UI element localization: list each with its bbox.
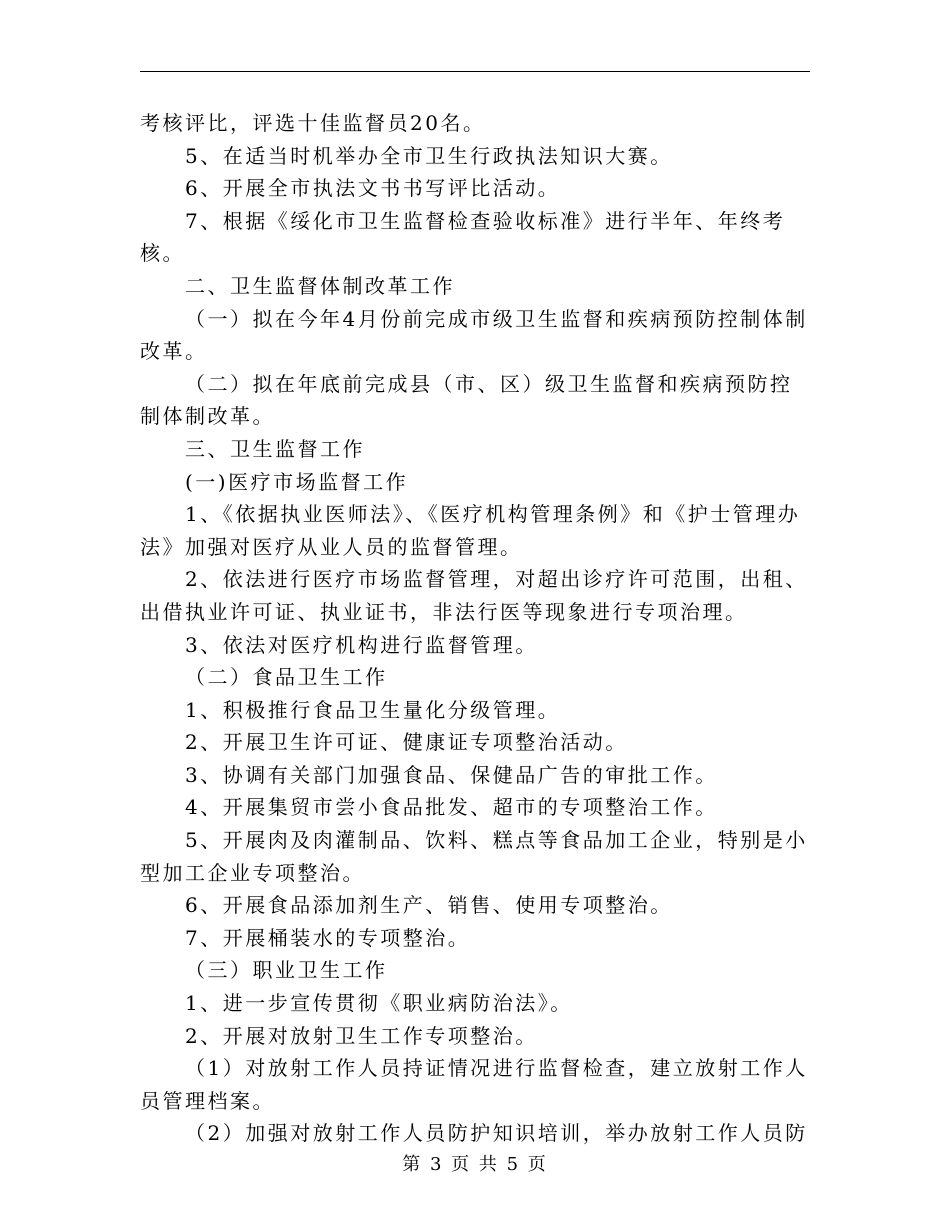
- paragraph: 7、根据《绥化市卫生监督检查验收标准》进行半年、年终考核。: [140, 208, 786, 266]
- paragraph: 3、依法对医疗机构进行监督管理。: [185, 632, 538, 657]
- paragraph: 考核评比，评选十佳监督员20名。: [140, 111, 486, 135]
- header-rule: [140, 71, 810, 72]
- paragraph: 5、开展肉及肉灌制品、饮料、糕点等食品加工企业，特别是小型加工企业专项整治。: [140, 828, 808, 885]
- section-heading: 三、卫生监督工作: [185, 436, 365, 461]
- subsection-heading: （三）职业卫生工作: [185, 958, 388, 983]
- paragraph: （2）加强对放射工作人员防护知识培训，举办放射工作人员防: [185, 1121, 808, 1146]
- paragraph: 2、依法进行医疗市场监督管理，对超出诊疗许可范围，出租、出借执业许可证、执业证书，非法行医等现象进行专项治理。: [140, 567, 808, 624]
- paragraph: 2、开展卫生许可证、健康证专项整治活动。: [185, 730, 628, 755]
- paragraph: 1、进一步宣传贯彻《职业病防治法》。: [185, 991, 573, 1016]
- paragraph: 1、《依据执业医师法》、《医疗机构管理条例》和《护士管理办法》加强对医疗从业人员的监督管理。: [140, 502, 801, 559]
- paragraph: 7、开展桶装水的专项整治。: [185, 925, 471, 950]
- paragraph: 3、协调有关部门加强食品、保健品广告的审批工作。: [185, 762, 718, 787]
- paragraph: 5、在适当时机举办全市卫生行政执法知识大赛。: [185, 143, 673, 168]
- section-heading: 二、卫生监督体制改革工作: [185, 273, 455, 298]
- paragraph: 6、开展全市执法文书书写评比活动。: [185, 176, 561, 201]
- page-number-footer: 第 3 页 共 5 页: [402, 1154, 548, 1175]
- paragraph: （二）拟在年底前完成县（市、区）级卫生监督和疾病预防控制体制改革。: [140, 371, 793, 429]
- document-body: [140, 107, 810, 1150]
- paragraph: （1）对放射工作人员持证情况进行监督检查，建立放射工作人员管理档案。: [140, 1056, 808, 1113]
- paragraph: 6、开展食品添加剂生产、销售、使用专项整治。: [185, 893, 673, 918]
- paragraph: 2、开展对放射卫生工作专项整治。: [185, 1023, 538, 1048]
- paragraph: 4、开展集贸市尝小食品批发、超市的专项整治工作。: [185, 795, 718, 820]
- subsection-heading: （二）食品卫生工作: [185, 665, 388, 690]
- subsection-heading: (一)医疗市场监督工作: [185, 469, 409, 494]
- paragraph: （一）拟在今年4月份前完成市级卫生监督和疾病预防控制体制改革。: [140, 306, 808, 364]
- paragraph: 1、积极推行食品卫生量化分级管理。: [185, 697, 561, 722]
